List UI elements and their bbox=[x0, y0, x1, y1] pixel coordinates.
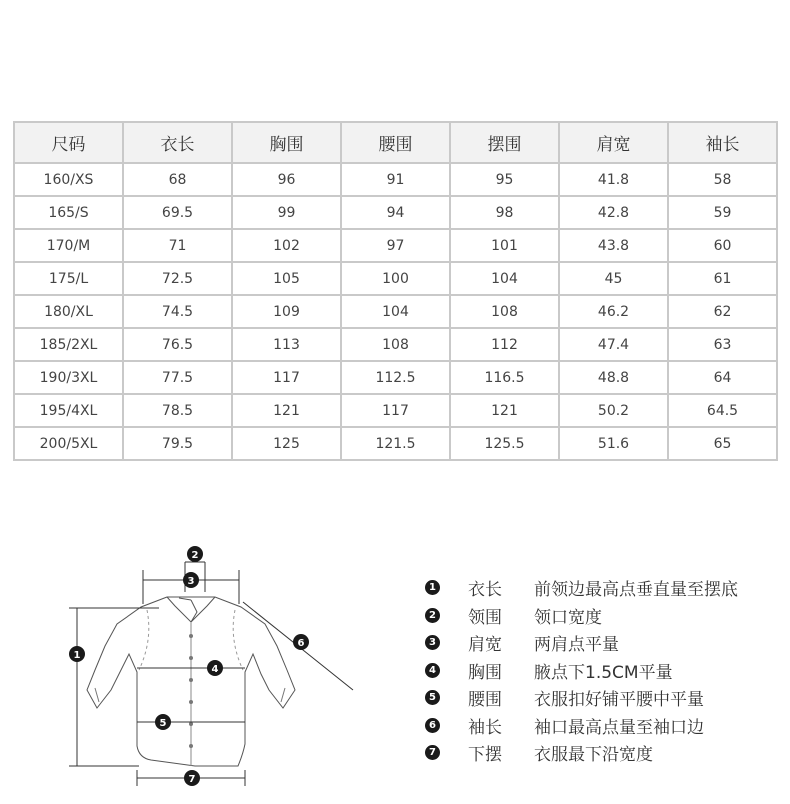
table-cell: 58 bbox=[668, 163, 777, 196]
table-cell: 65 bbox=[668, 427, 777, 460]
header-waist: 腰围 bbox=[341, 122, 450, 163]
legend-description: 前领边最高点垂直量至摆底 bbox=[534, 580, 738, 601]
legend-item bbox=[425, 712, 785, 740]
shirt-diagram-svg bbox=[55, 540, 385, 800]
table-row bbox=[14, 295, 777, 328]
legend-number: 4 bbox=[425, 663, 440, 678]
table-cell: 99 bbox=[232, 196, 341, 229]
legend-description: 领口宽度 bbox=[534, 607, 602, 628]
table-row bbox=[14, 229, 777, 262]
legend-term: 下摆 bbox=[468, 745, 502, 766]
svg-text:4: 4 bbox=[211, 664, 219, 675]
marker-5 bbox=[155, 714, 171, 730]
marker-3 bbox=[183, 572, 199, 588]
table-cell: 125.5 bbox=[450, 427, 559, 460]
table-cell: 101 bbox=[450, 229, 559, 262]
table-cell: 64.5 bbox=[668, 394, 777, 427]
legend-item bbox=[425, 602, 785, 630]
svg-text:6: 6 bbox=[297, 638, 305, 649]
svg-text:5: 5 bbox=[159, 718, 167, 729]
table-cell: 68 bbox=[123, 163, 232, 196]
table-cell: 108 bbox=[450, 295, 559, 328]
marker-4 bbox=[207, 660, 223, 676]
table-cell: 112.5 bbox=[341, 361, 450, 394]
header-chest: 胸围 bbox=[232, 122, 341, 163]
legend-item bbox=[425, 739, 785, 767]
table-cell: 112 bbox=[450, 328, 559, 361]
table-header-row bbox=[14, 122, 777, 163]
table-cell: 71 bbox=[123, 229, 232, 262]
table-cell: 170/M bbox=[14, 229, 123, 262]
table-cell: 43.8 bbox=[559, 229, 668, 262]
marker-7 bbox=[184, 770, 200, 786]
table-cell: 109 bbox=[232, 295, 341, 328]
legend-description: 腋点下1.5CM平量 bbox=[534, 662, 673, 683]
table-cell: 185/2XL bbox=[14, 328, 123, 361]
legend-item bbox=[425, 684, 785, 712]
table-cell: 63 bbox=[668, 328, 777, 361]
size-table bbox=[13, 121, 778, 461]
legend-term: 衣长 bbox=[468, 580, 502, 601]
table-cell: 51.6 bbox=[559, 427, 668, 460]
table-row bbox=[14, 427, 777, 460]
table-cell: 59 bbox=[668, 196, 777, 229]
table-cell: 50.2 bbox=[559, 394, 668, 427]
header-shoulder: 肩宽 bbox=[559, 122, 668, 163]
table-cell: 195/4XL bbox=[14, 394, 123, 427]
svg-text:7: 7 bbox=[188, 774, 196, 785]
table-cell: 117 bbox=[341, 394, 450, 427]
table-cell: 61 bbox=[668, 262, 777, 295]
svg-text:1: 1 bbox=[73, 650, 81, 661]
table-row bbox=[14, 196, 777, 229]
table-cell: 200/5XL bbox=[14, 427, 123, 460]
table-row bbox=[14, 394, 777, 427]
table-cell: 113 bbox=[232, 328, 341, 361]
marker-6 bbox=[293, 634, 309, 650]
legend-number: 6 bbox=[425, 718, 440, 733]
marker-1 bbox=[69, 646, 85, 662]
table-cell: 64 bbox=[668, 361, 777, 394]
legend-term: 领围 bbox=[468, 607, 502, 628]
table-cell: 78.5 bbox=[123, 394, 232, 427]
legend-item bbox=[425, 574, 785, 602]
table-cell: 97 bbox=[341, 229, 450, 262]
legend-description: 两肩点平量 bbox=[534, 635, 619, 656]
header-length: 衣长 bbox=[123, 122, 232, 163]
shirt-collar bbox=[167, 597, 215, 622]
table-cell: 104 bbox=[450, 262, 559, 295]
legend-term: 肩宽 bbox=[468, 635, 502, 656]
table-cell: 60 bbox=[668, 229, 777, 262]
legend-number: 3 bbox=[425, 635, 440, 650]
legend-number: 5 bbox=[425, 690, 440, 705]
shirt-measurement-diagram bbox=[55, 540, 385, 800]
table-cell: 105 bbox=[232, 262, 341, 295]
table-cell: 46.2 bbox=[559, 295, 668, 328]
table-row bbox=[14, 361, 777, 394]
marker-2 bbox=[187, 546, 203, 562]
header-hem: 摆围 bbox=[450, 122, 559, 163]
table-cell: 72.5 bbox=[123, 262, 232, 295]
table-cell: 190/3XL bbox=[14, 361, 123, 394]
table-cell: 121 bbox=[232, 394, 341, 427]
table-cell: 91 bbox=[341, 163, 450, 196]
table-cell: 175/L bbox=[14, 262, 123, 295]
legend-term: 胸围 bbox=[468, 662, 502, 683]
table-cell: 98 bbox=[450, 196, 559, 229]
legend-description: 衣服扣好铺平腰中平量 bbox=[534, 690, 704, 711]
table-cell: 94 bbox=[341, 196, 450, 229]
legend-item bbox=[425, 629, 785, 657]
table-cell: 108 bbox=[341, 328, 450, 361]
legend-number: 2 bbox=[425, 608, 440, 623]
legend-description: 衣服最下沿宽度 bbox=[534, 745, 653, 766]
table-cell: 74.5 bbox=[123, 295, 232, 328]
table-cell: 116.5 bbox=[450, 361, 559, 394]
header-sleeve: 袖长 bbox=[668, 122, 777, 163]
table-cell: 77.5 bbox=[123, 361, 232, 394]
table-cell: 96 bbox=[232, 163, 341, 196]
svg-text:2: 2 bbox=[191, 550, 199, 561]
table-cell: 121 bbox=[450, 394, 559, 427]
table-row bbox=[14, 262, 777, 295]
table-cell: 125 bbox=[232, 427, 341, 460]
legend-term: 袖长 bbox=[468, 717, 502, 738]
legend-description: 袖口最高点量至袖口边 bbox=[534, 717, 704, 738]
table-cell: 47.4 bbox=[559, 328, 668, 361]
table-cell: 69.5 bbox=[123, 196, 232, 229]
table-cell: 95 bbox=[450, 163, 559, 196]
legend-term: 腰围 bbox=[468, 690, 502, 711]
table-cell: 160/XS bbox=[14, 163, 123, 196]
table-cell: 48.8 bbox=[559, 361, 668, 394]
table-cell: 102 bbox=[232, 229, 341, 262]
legend-item bbox=[425, 657, 785, 685]
table-cell: 104 bbox=[341, 295, 450, 328]
table-row bbox=[14, 328, 777, 361]
table-cell: 62 bbox=[668, 295, 777, 328]
table-cell: 76.5 bbox=[123, 328, 232, 361]
table-cell: 45 bbox=[559, 262, 668, 295]
measurement-legend bbox=[425, 574, 785, 767]
table-cell: 41.8 bbox=[559, 163, 668, 196]
legend-number: 1 bbox=[425, 580, 440, 595]
table-cell: 117 bbox=[232, 361, 341, 394]
legend-number: 7 bbox=[425, 745, 440, 760]
table-cell: 42.8 bbox=[559, 196, 668, 229]
table-cell: 165/S bbox=[14, 196, 123, 229]
svg-text:3: 3 bbox=[187, 576, 195, 587]
header-size: 尺码 bbox=[14, 122, 123, 163]
table-cell: 79.5 bbox=[123, 427, 232, 460]
table-row bbox=[14, 163, 777, 196]
table-cell: 121.5 bbox=[341, 427, 450, 460]
table-cell: 100 bbox=[341, 262, 450, 295]
table-cell: 180/XL bbox=[14, 295, 123, 328]
